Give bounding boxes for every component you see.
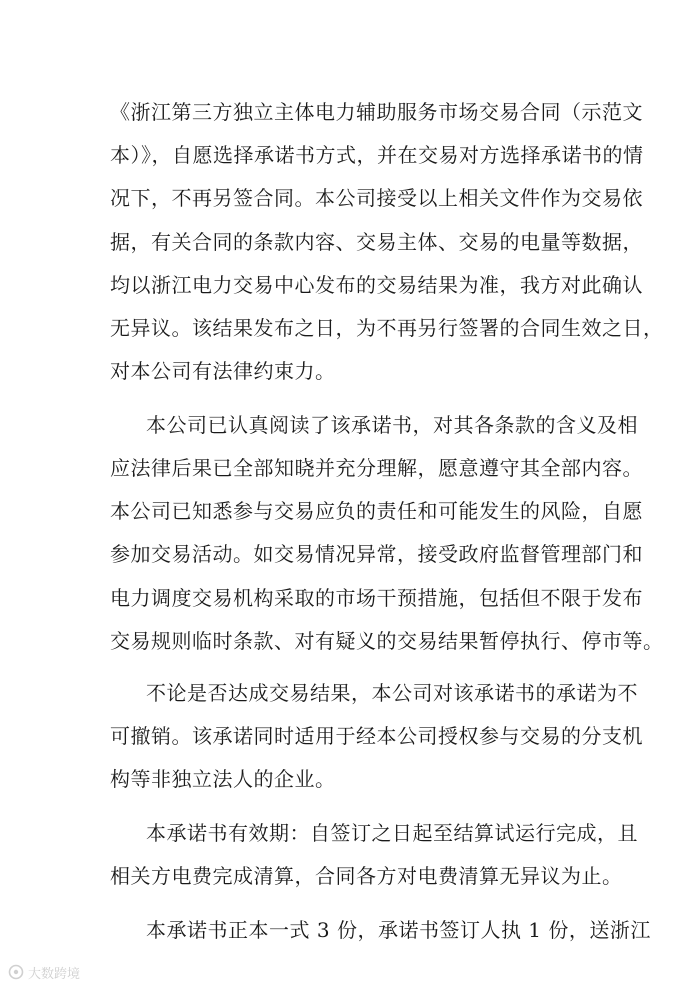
watermark — [8, 962, 80, 982]
text-line-15: 可撤销。该承诺同时适用于经本公司授权参与交易的分支机 — [110, 724, 643, 748]
text-line-18: 相关方电费完成清算，合同各方对电费清算无异议为止。 — [110, 864, 623, 888]
text-line-4: 据，有关合同的条款内容、交易主体、交易的电量等数据， — [110, 230, 643, 254]
text-line-2: 本）》，自愿选择承诺书方式，并在交易对方选择承诺书的情 — [110, 143, 644, 167]
text-line-9: 应法律后果已全部知晓并充分理解，愿意遵守其全部内容。 — [110, 456, 643, 480]
text-line-14: 不论是否达成交易结果，本公司对该承诺书的承诺为不 — [146, 681, 638, 705]
brand-logo-icon — [8, 964, 24, 980]
text-line-3: 况下，不再另签合同。本公司接受以上相关文件作为交易依 — [110, 186, 643, 210]
text-line-16: 构等非独立法人的企业。 — [110, 767, 336, 791]
text-line-8: 本公司已认真阅读了该承诺书，对其各条款的含义及相 — [146, 413, 638, 437]
text-line-13: 交易规则临时条款、对有疑义的交易结果暂停执行、停市等。 — [110, 629, 664, 653]
text-line-10: 本公司已知悉参与交易应负的责任和可能发生的风险，自愿 — [110, 499, 643, 523]
text-line-11: 参加交易活动。如交易情况异常，接受政府监督管理部门和 — [110, 542, 643, 566]
text-line-5: 均以浙江电力交易中心发布的交易结果为准，我方对此确认 — [110, 273, 643, 297]
watermark-text: 大数跨境 — [28, 966, 81, 982]
text-line-19: 本承诺书正本一式 3 份，承诺书签订人执 1 份，送浙江 — [146, 918, 651, 942]
text-line-6: 无异议。该结果发布之日，为不再另行签署的合同生效之日， — [110, 316, 664, 340]
text-line-7: 对本公司有法律约束力。 — [110, 359, 336, 383]
text-line-17: 本承诺书有效期：自签订之日起至结算试运行完成，且 — [146, 821, 638, 845]
text-line-12: 电力调度交易机构采取的市场干预措施，包括但不限于发布 — [110, 586, 643, 610]
text-line-1: 《浙江第三方独立主体电力辅助服务市场交易合同（示范文 — [110, 100, 643, 124]
